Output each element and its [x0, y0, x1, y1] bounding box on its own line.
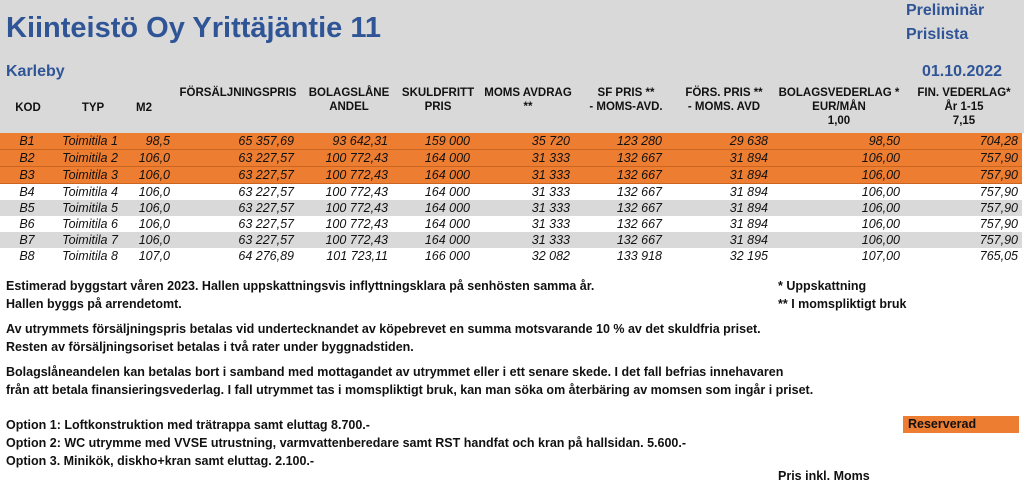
- option-1: Option 1: Loftkonstruktion med trätrappa samt eluttag 8.700.-: [6, 418, 370, 432]
- cell-pris: 63 227,57: [174, 216, 298, 232]
- cell-bolag: 106,00: [772, 216, 904, 232]
- cell-skuldfritt: 164 000: [392, 150, 474, 167]
- cell-pris: 63 227,57: [174, 184, 298, 201]
- cell-lane: 100 772,43: [298, 216, 392, 232]
- cell-moms: 32 082: [474, 248, 574, 264]
- cell-moms: 31 333: [474, 216, 574, 232]
- col-header-m2: M2: [136, 102, 152, 114]
- cell-lane: 93 642,31: [298, 133, 392, 150]
- price-incl-vat: Pris inkl. Moms: [778, 469, 870, 483]
- cell-moms: 31 333: [474, 200, 574, 216]
- cell-m2: 98,5: [126, 133, 174, 150]
- cell-skuldfritt: 164 000: [392, 184, 474, 201]
- cell-fin: 704,28: [904, 133, 1022, 150]
- table-row: [0, 167, 1022, 184]
- cell-skuldfritt: 159 000: [392, 133, 474, 150]
- cell-sf: 132 667: [574, 216, 666, 232]
- cell-typ: Toimitila 8: [54, 248, 126, 264]
- cell-lane: 101 723,11: [298, 248, 392, 264]
- col-header-forsaljningspris: FÖRSÄLJNINGSPRIS: [179, 87, 297, 99]
- col-header-typ: TYP: [81, 102, 105, 114]
- preliminary-label: [906, 0, 984, 47]
- price-table: [0, 133, 1022, 264]
- cell-pris: 63 227,57: [174, 167, 298, 184]
- cell-kod: B4: [0, 184, 54, 201]
- cell-fin: 757,90: [904, 216, 1022, 232]
- cell-bolag: 106,00: [772, 200, 904, 216]
- cell-lane: 100 772,43: [298, 167, 392, 184]
- cell-lane: 100 772,43: [298, 150, 392, 167]
- footnote-estimate: * Uppskattning: [778, 279, 867, 293]
- cell-typ: Toimitila 6: [54, 216, 126, 232]
- cell-fors: 32 195: [666, 248, 772, 264]
- col-header-fors: FÖRS. PRIS ** - MOMS. AVD: [685, 87, 763, 113]
- cell-m2: 106,0: [126, 200, 174, 216]
- note-payment-2: Resten av försäljningsoriset betalas i två rater under byggnadstiden.: [6, 340, 414, 354]
- note-payment-1: Av utrymmets försäljningspris betalas vid undertecknandet av köpebrevet en summa motsvarande 10 % av det skuldfria priset.: [6, 322, 761, 336]
- cell-bolag: 107,00: [772, 248, 904, 264]
- col-header-kod: KOD: [15, 102, 41, 114]
- cell-sf: 132 667: [574, 232, 666, 248]
- note-arrende: Hallen byggs på arrendetomt.: [6, 297, 182, 311]
- cell-sf: 132 667: [574, 200, 666, 216]
- table-row: [0, 184, 1022, 201]
- cell-m2: 106,0: [126, 232, 174, 248]
- option-2: Option 2: WC utrymme med VVSE utrustning, varmvattenberedare samt RST handfat och kran på hallsidan. 5.600.-: [6, 436, 687, 450]
- cell-fors: 31 894: [666, 167, 772, 184]
- table-row: [0, 232, 1022, 248]
- cell-fin: 757,90: [904, 150, 1022, 167]
- cell-typ: Toimitila 2: [54, 150, 126, 167]
- cell-kod: B7: [0, 232, 54, 248]
- page-title: Kiinteistö Oy Yrittäjäntie 11: [6, 12, 381, 44]
- cell-sf: 132 667: [574, 184, 666, 201]
- reserved-badge: Reserverad: [903, 416, 1019, 433]
- cell-skuldfritt: 164 000: [392, 167, 474, 184]
- cell-m2: 106,0: [126, 216, 174, 232]
- cell-bolag: 106,00: [772, 167, 904, 184]
- option-3: Option 3. Minikök, diskho+kran samt eluttag. 2.100.-: [6, 454, 315, 468]
- date-label: 01.10.2022: [922, 63, 1003, 80]
- cell-pris: 63 227,57: [174, 150, 298, 167]
- cell-skuldfritt: 166 000: [392, 248, 474, 264]
- cell-fors: 31 894: [666, 184, 772, 201]
- note-start: Estimerad byggstart våren 2023. Hallen uppskattningsvis inflyttningsklara på senhösten samma år.: [6, 279, 595, 293]
- cell-fors: 31 894: [666, 216, 772, 232]
- cell-moms: 35 720: [474, 133, 574, 150]
- cell-kod: B1: [0, 133, 54, 150]
- note-loan-1: Bolagslåneandelen kan betalas bort i samband med mottagandet av utrymmet eller i ett senare skede. I det fall befrias innehavaren: [6, 365, 784, 379]
- cell-sf: 123 280: [574, 133, 666, 150]
- cell-kod: B8: [0, 248, 54, 264]
- cell-lane: 100 772,43: [298, 184, 392, 201]
- cell-pris: 64 276,89: [174, 248, 298, 264]
- cell-bolag: 106,00: [772, 232, 904, 248]
- cell-lane: 100 772,43: [298, 232, 392, 248]
- cell-fors: 29 638: [666, 133, 772, 150]
- cell-fin: 757,90: [904, 167, 1022, 184]
- cell-sf: 133 918: [574, 248, 666, 264]
- table-row: [0, 200, 1022, 216]
- price-list-text: Prislista: [906, 26, 969, 43]
- preliminary-text: Preliminär: [906, 2, 985, 19]
- col-header-bolagslane: BOLAGSLÅNE ANDEL: [308, 87, 390, 113]
- cell-fin: 757,90: [904, 200, 1022, 216]
- table-row: [0, 248, 1022, 264]
- col-header-fin-vederlag: FIN. VEDERLAG* År 1-15 7,15: [917, 87, 1011, 127]
- cell-skuldfritt: 164 000: [392, 232, 474, 248]
- cell-m2: 107,0: [126, 248, 174, 264]
- cell-pris: 63 227,57: [174, 200, 298, 216]
- cell-fors: 31 894: [666, 232, 772, 248]
- col-header-sf: SF PRIS ** - MOMS-AVD.: [589, 87, 663, 113]
- cell-typ: Toimitila 1: [54, 133, 126, 150]
- cell-fin: 765,05: [904, 248, 1022, 264]
- cell-bolag: 98,50: [772, 133, 904, 150]
- table-row: [0, 133, 1022, 150]
- cell-lane: 100 772,43: [298, 200, 392, 216]
- location-label: Karleby: [6, 63, 65, 80]
- cell-pris: 63 227,57: [174, 232, 298, 248]
- cell-moms: 31 333: [474, 232, 574, 248]
- cell-fin: 757,90: [904, 232, 1022, 248]
- cell-fors: 31 894: [666, 150, 772, 167]
- table-row: [0, 150, 1022, 167]
- cell-sf: 132 667: [574, 150, 666, 167]
- cell-kod: B6: [0, 216, 54, 232]
- cell-m2: 106,0: [126, 150, 174, 167]
- cell-moms: 31 333: [474, 167, 574, 184]
- cell-m2: 106,0: [126, 167, 174, 184]
- cell-skuldfritt: 164 000: [392, 216, 474, 232]
- col-header-moms: MOMS AVDRAG **: [484, 87, 572, 113]
- cell-typ: Toimitila 3: [54, 167, 126, 184]
- cell-pris: 65 357,69: [174, 133, 298, 150]
- cell-typ: Toimitila 7: [54, 232, 126, 248]
- cell-typ: Toimitila 4: [54, 184, 126, 201]
- cell-kod: B5: [0, 200, 54, 216]
- note-loan-2: från att betala finansieringsvederlag. I fall utrymmet tas i momspliktigt bruk, kan man söka om återbäring av momsen som ingår i priset.: [6, 383, 814, 397]
- cell-m2: 106,0: [126, 184, 174, 201]
- cell-bolag: 106,00: [772, 150, 904, 167]
- cell-sf: 132 667: [574, 167, 666, 184]
- cell-skuldfritt: 164 000: [392, 200, 474, 216]
- footnote-vat: ** I momspliktigt bruk: [778, 297, 907, 311]
- table-row: [0, 216, 1022, 232]
- cell-moms: 31 333: [474, 184, 574, 201]
- cell-fin: 757,90: [904, 184, 1022, 201]
- cell-kod: B3: [0, 167, 54, 184]
- cell-kod: B2: [0, 150, 54, 167]
- cell-typ: Toimitila 5: [54, 200, 126, 216]
- col-header-skuldfritt: SKULDFRITT PRIS: [401, 87, 475, 113]
- cell-fors: 31 894: [666, 200, 772, 216]
- cell-moms: 31 333: [474, 150, 574, 167]
- cell-bolag: 106,00: [772, 184, 904, 201]
- col-header-bolagsvederlag: BOLAGSVEDERLAG * EUR/MÅN 1,00: [778, 87, 900, 127]
